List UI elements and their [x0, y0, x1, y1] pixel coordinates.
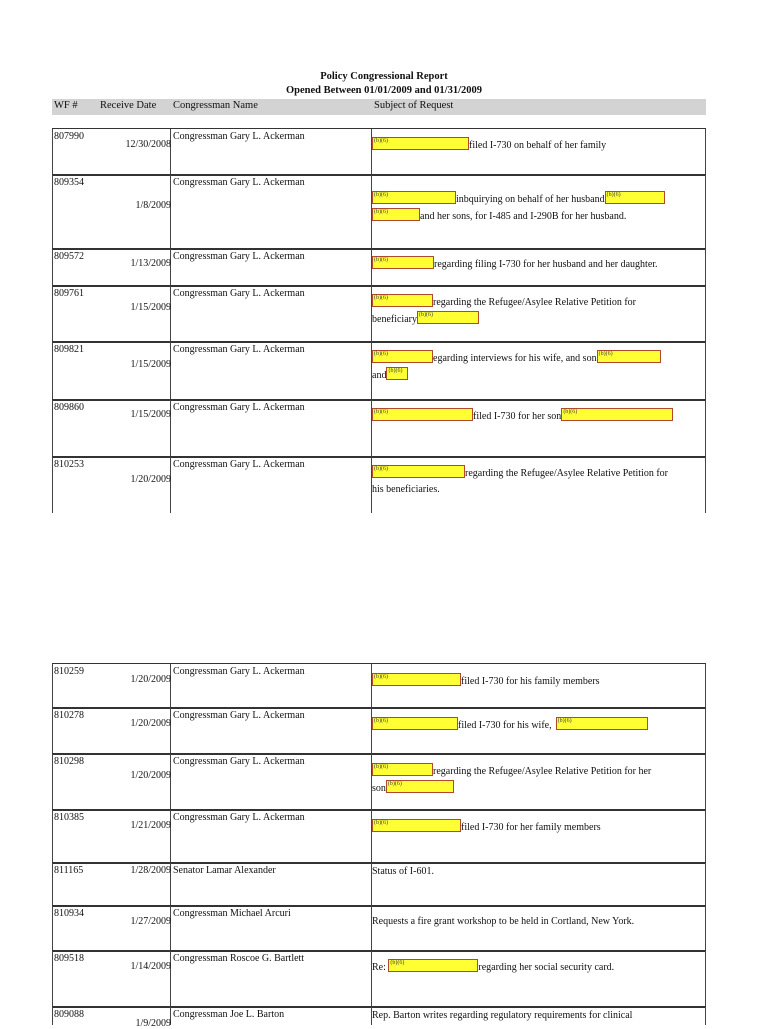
congressman-name: Congressman Gary L. Ackerman [173, 344, 305, 355]
congressman-name: Congressman Gary L. Ackerman [173, 402, 305, 413]
column-header-bar [52, 99, 706, 115]
receive-date: 1/15/2009 [130, 409, 171, 420]
table-row [52, 753, 706, 811]
wf-number: 807990 [54, 131, 84, 142]
table-row [52, 128, 706, 176]
wf-number: 810253 [54, 459, 84, 470]
subject: (b)(6) filed I-730 on behalf of her family [374, 138, 607, 151]
congressman-name: Congressman Gary L. Ackerman [173, 666, 305, 677]
congressman-name: Congressman Gary L. Ackerman [173, 710, 305, 721]
table-row [52, 248, 706, 287]
wf-number: 810278 [54, 710, 84, 721]
wf-number: 811165 [54, 865, 84, 876]
redaction-box: (b)(6) [597, 350, 661, 363]
redaction-box: (b)(6) [556, 717, 648, 730]
wf-number: 810934 [54, 908, 84, 919]
table-row [52, 174, 706, 250]
subject: (b)(6) regarding filing I-730 for her husband and her daughter. [374, 257, 658, 270]
table-row [52, 707, 706, 755]
report-title: Policy Congressional Report [320, 71, 448, 82]
receive-date: 1/20/2009 [130, 770, 171, 781]
redaction-box: (b)(6) [386, 367, 408, 380]
redaction-box: (b)(6) [372, 137, 469, 150]
subject: (b)(6) filed I-730 for his wife, (b)(6) [372, 717, 705, 734]
receive-date: 1/15/2009 [130, 302, 171, 313]
wf-number: 810298 [54, 756, 84, 767]
table-row [52, 905, 706, 952]
redaction-box: (b)(6) [561, 408, 673, 421]
subject: (b)(6) filed I-730 for his family members [374, 674, 600, 687]
receive-date: 1/15/2009 [130, 359, 171, 370]
subject: (b)(6) filed I-730 for her family members [374, 820, 601, 833]
wf-number: 810385 [54, 812, 84, 823]
redaction-box: (b)(6) [372, 819, 461, 832]
congressman-name: Congressman Gary L. Ackerman [173, 459, 305, 470]
receive-date: 1/13/2009 [130, 258, 171, 269]
redaction-box: (b)(6) [372, 673, 461, 686]
wf-number: 809088 [54, 1009, 84, 1020]
congressman-name: Congressman Gary L. Ackerman [173, 251, 305, 262]
redaction-box: (b)(6) [372, 717, 458, 730]
receive-date: 1/27/2009 [130, 916, 171, 927]
congressman-name: Congressman Gary L. Ackerman [173, 288, 305, 299]
subject: (b)(6) inbquirying on behalf of her husband (b)(6) (b)(6) and her sons, for I-485 and I-290B for her husband. [372, 191, 705, 225]
redaction-box: (b)(6) [372, 465, 465, 478]
subject: Status of I-601. [372, 866, 434, 877]
col-receive-date: Receive Date [100, 100, 157, 111]
wf-number: 810259 [54, 666, 84, 677]
col-wf: WF # [54, 100, 78, 111]
subject: Requests a fire grant workshop to be held in Cortland, New York. [372, 916, 635, 927]
table-row [52, 862, 706, 907]
subject: (b)(6) filed I-730 for her son (b)(6) [372, 408, 705, 425]
subject: Re: (b)(6) regarding her social security card. [372, 960, 615, 973]
congressman-name: Congressman Gary L. Ackerman [173, 812, 305, 823]
subject: (b)(6) regarding the Refugee/Asylee Relative Petition for her son (b)(6) [372, 764, 652, 794]
receive-date: 1/20/2009 [130, 674, 171, 685]
receive-date: 1/20/2009 [130, 474, 171, 485]
col-congressman-name: Congressman Name [173, 100, 258, 111]
receive-date: 12/30/2008 [125, 139, 171, 150]
congressman-name: Congressman Michael Arcuri [173, 908, 291, 919]
report-subtitle: Opened Between 01/01/2009 and 01/31/2009 [285, 85, 482, 96]
wf-number: 809354 [54, 177, 84, 188]
wf-number: 809821 [54, 344, 84, 355]
congressman-name: Congressman Joe L. Barton [173, 1009, 285, 1020]
receive-date: 1/8/2009 [135, 200, 171, 211]
table-row [52, 663, 706, 709]
redaction-box: (b)(6) [372, 294, 433, 307]
congressman-name: Congressman Gary L. Ackerman [173, 177, 305, 188]
redaction-box: (b)(6) [372, 350, 433, 363]
redaction-box: (b)(6) [386, 780, 454, 793]
subject: (b)(6) regarding the Refugee/Asylee Relative Petition for beneficiary (b)(6) [372, 295, 636, 325]
redaction-box: (b)(6) [372, 191, 456, 204]
table-row [52, 399, 706, 458]
table-row [52, 809, 706, 864]
redaction-box: (b)(6) [372, 256, 434, 269]
table-row [52, 950, 706, 1008]
congressman-name: Congressman Gary L. Ackerman [173, 756, 305, 767]
wf-number: 809572 [54, 251, 84, 262]
table-row [52, 456, 706, 513]
wf-number: 809518 [54, 953, 84, 964]
wf-number: 809860 [54, 402, 84, 413]
table-row [52, 285, 706, 343]
receive-date: 1/20/2009 [130, 718, 171, 729]
receive-date: 1/9/2009 [135, 1018, 171, 1029]
receive-date: 1/28/2009 [130, 865, 171, 876]
receive-date: 1/14/2009 [130, 961, 171, 972]
redaction-box: (b)(6) [372, 763, 433, 776]
subject: Rep. Barton writes regarding regulatory requirements for clinical [372, 1010, 633, 1021]
subject: (b)(6) egarding interviews for his wife, and son (b)(6) and (b)(6) [372, 350, 705, 384]
congressman-name: Congressman Roscoe G. Bartlett [173, 953, 305, 964]
table-row [52, 341, 706, 401]
receive-date: 1/21/2009 [130, 820, 171, 831]
table-row [52, 1006, 706, 1029]
redaction-box: (b)(6) [388, 959, 478, 972]
redaction-box: (b)(6) [417, 311, 479, 324]
redaction-box: (b)(6) [605, 191, 665, 204]
redaction-box: (b)(6) [372, 208, 420, 221]
redaction-box: (b)(6) [372, 408, 473, 421]
col-subject: Subject of Request [374, 100, 454, 111]
congressman-name: Senator Lamar Alexander [173, 865, 276, 876]
congressman-name: Congressman Gary L. Ackerman [173, 131, 305, 142]
subject: (b)(6) regarding the Refugee/Asylee Relative Petition for his beneficiaries. [372, 466, 668, 495]
wf-number: 809761 [54, 288, 84, 299]
